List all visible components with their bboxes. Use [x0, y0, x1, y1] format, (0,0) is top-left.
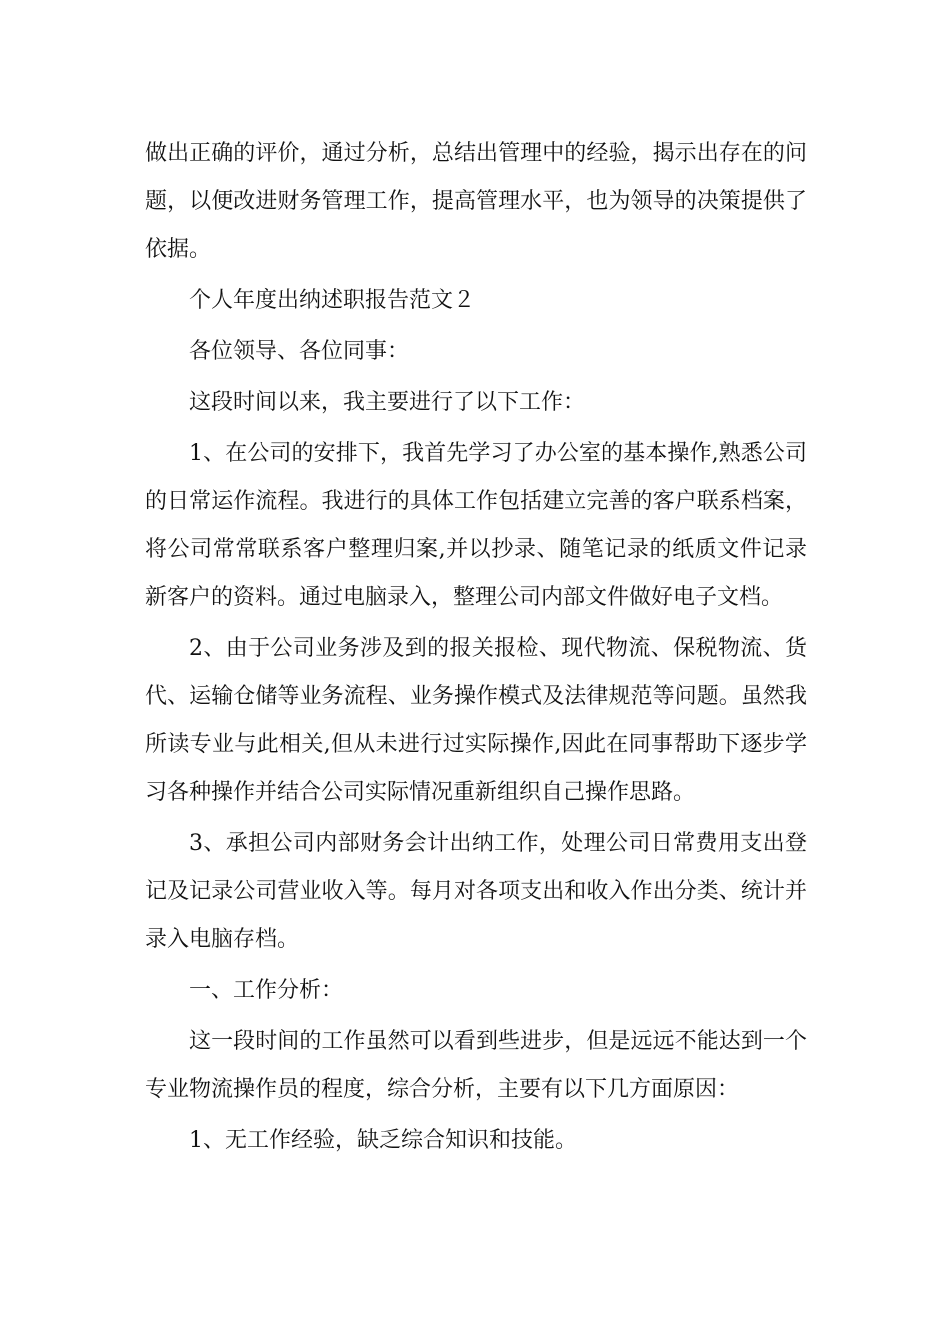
list-item: 2、由于公司业务涉及到的报关报检、现代物流、保税物流、货代、运输仓储等业务流程、业务操作模式及法律规范等问题。虽然我所读专业与此相关,但从未进行过实际操作,因此在同事帮助下逐步学习各种操作并结合公司实际情况重新组织自己操作思路。 [145, 636, 807, 805]
paragraph-continuation: 做出正确的评价，通过分析，总结出管理中的经验，揭示出存在的问题，以便改进财务管理工作，提高管理水平，也为领导的决策提供了依据。 [145, 141, 807, 262]
section-heading: 个人年度出纳述职报告范文２ [189, 288, 476, 313]
document-body [145, 130, 807, 1168]
subsection-heading: 一、工作分析： [189, 978, 344, 1003]
list-item: 1、无工作经验，缺乏综合知识和技能。 [189, 1128, 577, 1153]
paragraph: 这一段时间的工作虽然可以看到些进步，但是远远不能达到一个专业物流操作员的程度，综合分析，主要有以下几方面原因： [145, 1029, 807, 1102]
salutation: 各位领导、各位同事： [189, 339, 410, 364]
paragraph: 这段时间以来，我主要进行了以下工作： [189, 390, 586, 415]
list-item: 3、承担公司内部财务会计出纳工作，处理公司日常费用支出登记及记录公司营业收入等。每月对各项支出和收入作出分类、统计并录入电脑存档。 [145, 831, 807, 952]
list-item: 1、在公司的安排下，我首先学习了办公室的基本操作,熟悉公司的日常运作流程。我进行的具体工作包括建立完善的客户联系档案，将公司常常联系客户整理归案,并以抄录、随笔记录的纸质文件记录新客户的资料。通过电脑录入，整理公司内部文件做好电子文档。 [145, 441, 807, 610]
